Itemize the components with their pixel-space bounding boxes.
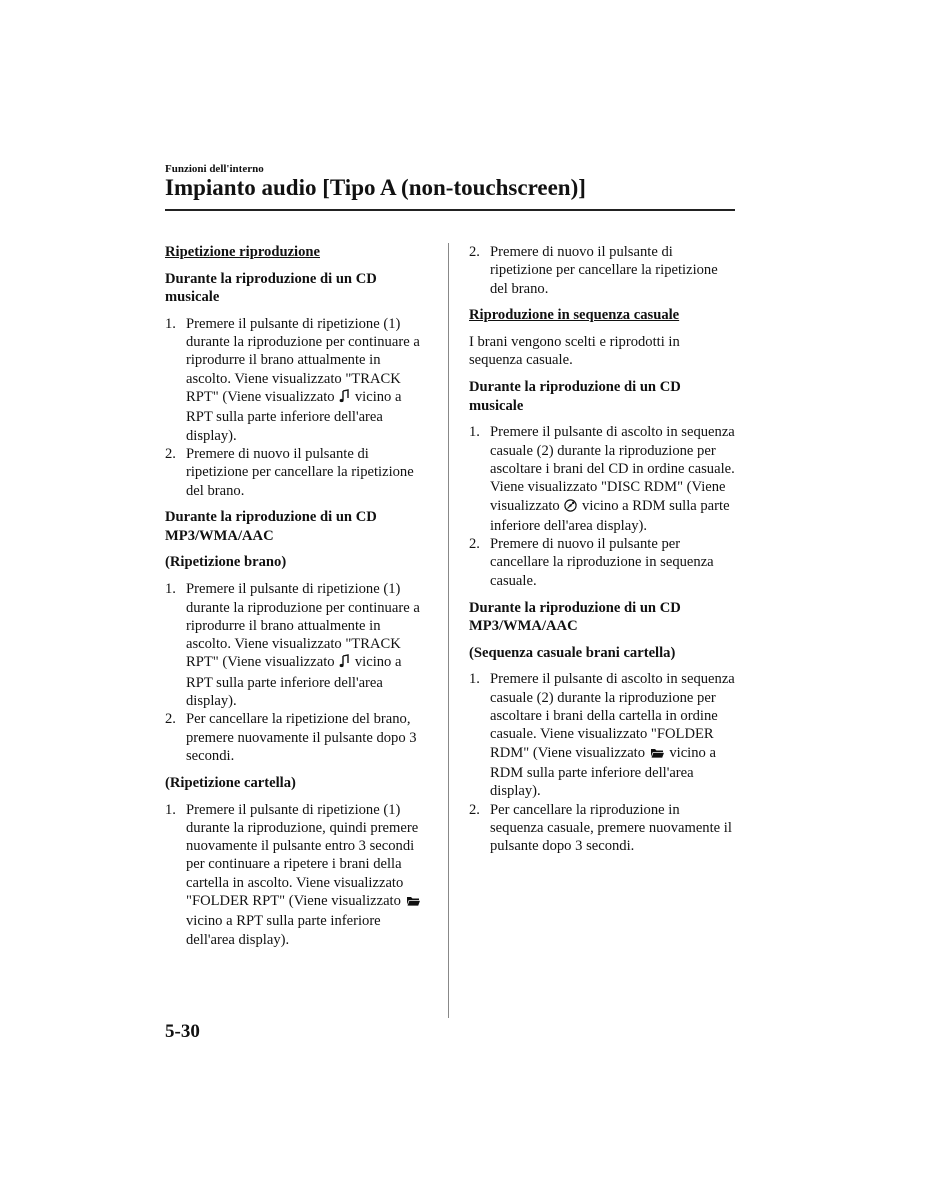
subheading-cd: Durante la riproduzione di un CD musicale [165, 270, 377, 306]
random-intro: I brani vengono scelti e riprodotti in sequenza casuale. [469, 334, 680, 369]
step-text-cont: vicino a RPT sulla parte inferiore dell'area display). [186, 913, 381, 948]
list-item [469, 801, 735, 856]
step-text: Premere il pulsante di ripetizione (1) durante la riproduzione, quindi premere nuovamente il pulsante entro 3 secondi per continuare a ripetere i brani della cartella in ascolto. Viene visualizzato "FOLDER RPT" (Viene visualizzato [186, 801, 419, 909]
cd-repeat-steps [165, 315, 427, 500]
subheading-track-repeat: (Ripetizione brano) [165, 554, 287, 571]
list-item [165, 801, 427, 949]
title-rule [165, 209, 735, 211]
folder-repeat-steps [165, 801, 427, 949]
list-item [165, 710, 427, 765]
section-heading-repeat: Ripetizione riproduzione [165, 244, 320, 260]
step-text-cont: vicino a RPT sulla parte inferiore dell'area display). [186, 654, 402, 710]
step-text: Premere di nuovo il pulsante di ripetizione per cancellare la ripetizione del brano. [490, 244, 718, 297]
subheading-mp3: Durante la riproduzione di un CD MP3/WMA/AAC [165, 509, 377, 544]
right-column [469, 243, 735, 864]
running-head: Funzioni dell'interno [165, 163, 264, 175]
page-title: Impianto audio [Tipo A (non-touchscreen)] [165, 175, 586, 200]
list-item [469, 535, 735, 590]
subheading-mp3: Durante la riproduzione di un CD MP3/WMA/AAC [469, 599, 681, 634]
music-note-repeat-icon [339, 389, 350, 408]
step-number: 1. [165, 315, 176, 332]
step-number: 1. [469, 671, 480, 688]
step-number: 2. [469, 244, 480, 260]
page-number: 5-30 [165, 1021, 200, 1042]
step-number: 1. [165, 581, 176, 598]
step-number: 2. [469, 801, 480, 818]
list-item [165, 445, 427, 500]
list-item [469, 423, 735, 535]
subheading-cd: Durante la riproduzione di un CD musicale [469, 379, 681, 414]
step-text-cont: vicino a RDM sulla parte inferiore dell'area display). [490, 497, 730, 534]
step-number: 1. [165, 801, 176, 818]
step-text: Per cancellare la ripetizione del brano, premere nuovamente il pulsante dopo 3 secondi. [186, 711, 417, 764]
step-text-cont: vicino a RDM sulla parte inferiore dell'area display). [490, 744, 716, 800]
step-text: Premere il pulsante di ascolto in sequenza casuale (2) durante la riproduzione per ascoltare i brani del CD in ordine casuale. Viene visualizzato "DISC RDM" (Viene visualizzato [490, 424, 735, 514]
music-note-repeat-icon [339, 654, 350, 673]
step-number: 2. [165, 445, 176, 462]
step-number: 2. [469, 536, 480, 553]
list-item [165, 315, 427, 445]
folder-random-steps [469, 670, 735, 855]
step-text: Premere il pulsante di ripetizione (1) durante la riproduzione per continuare a riprodurre il brano attualmente in ascolto. Viene visualizzato "TRACK RPT" (Viene visualizzato [186, 315, 420, 406]
folder-icon [650, 746, 665, 764]
list-item [165, 580, 427, 710]
step-text: Premere di nuovo il pulsante di ripetizione per cancellare la ripetizione del brano. [186, 445, 414, 499]
step-text: Premere il pulsante di ripetizione (1) durante la riproduzione per continuare a riprodurre il brano attualmente in ascolto. Viene visualizzato "TRACK RPT" (Viene visualizzato [186, 581, 420, 671]
step-text: Premere di nuovo il pulsante per cancellare la riproduzione in sequenza casuale. [490, 536, 714, 589]
step-number: 2. [165, 711, 176, 728]
continued-steps [469, 243, 735, 298]
section-heading-random: Riproduzione in sequenza casuale [469, 307, 680, 324]
step-text: Per cancellare la riproduzione in sequenza casuale, premere nuovamente il pulsante dopo 3 secondi. [490, 801, 732, 855]
list-item [469, 670, 735, 800]
cd-random-steps [469, 423, 735, 590]
subheading-folder-random: (Sequenza casuale brani cartella) [469, 644, 676, 661]
column-divider [448, 243, 449, 1018]
disc-random-icon [564, 499, 577, 517]
list-item [469, 243, 735, 298]
step-text-cont: vicino a RPT sulla parte inferiore dell'area display). [186, 389, 402, 444]
step-text: Premere il pulsante di ascolto in sequenza casuale (2) durante la riproduzione per ascoltare i brani della cartella in ordine casuale. Viene visualizzato "FOLDER RDM" (Viene visualizzato [490, 671, 735, 761]
subheading-folder-repeat: (Ripetizione cartella) [165, 774, 296, 791]
folder-icon [406, 894, 421, 912]
step-number: 1. [469, 424, 480, 441]
track-repeat-steps [165, 580, 427, 765]
left-column [165, 243, 427, 957]
